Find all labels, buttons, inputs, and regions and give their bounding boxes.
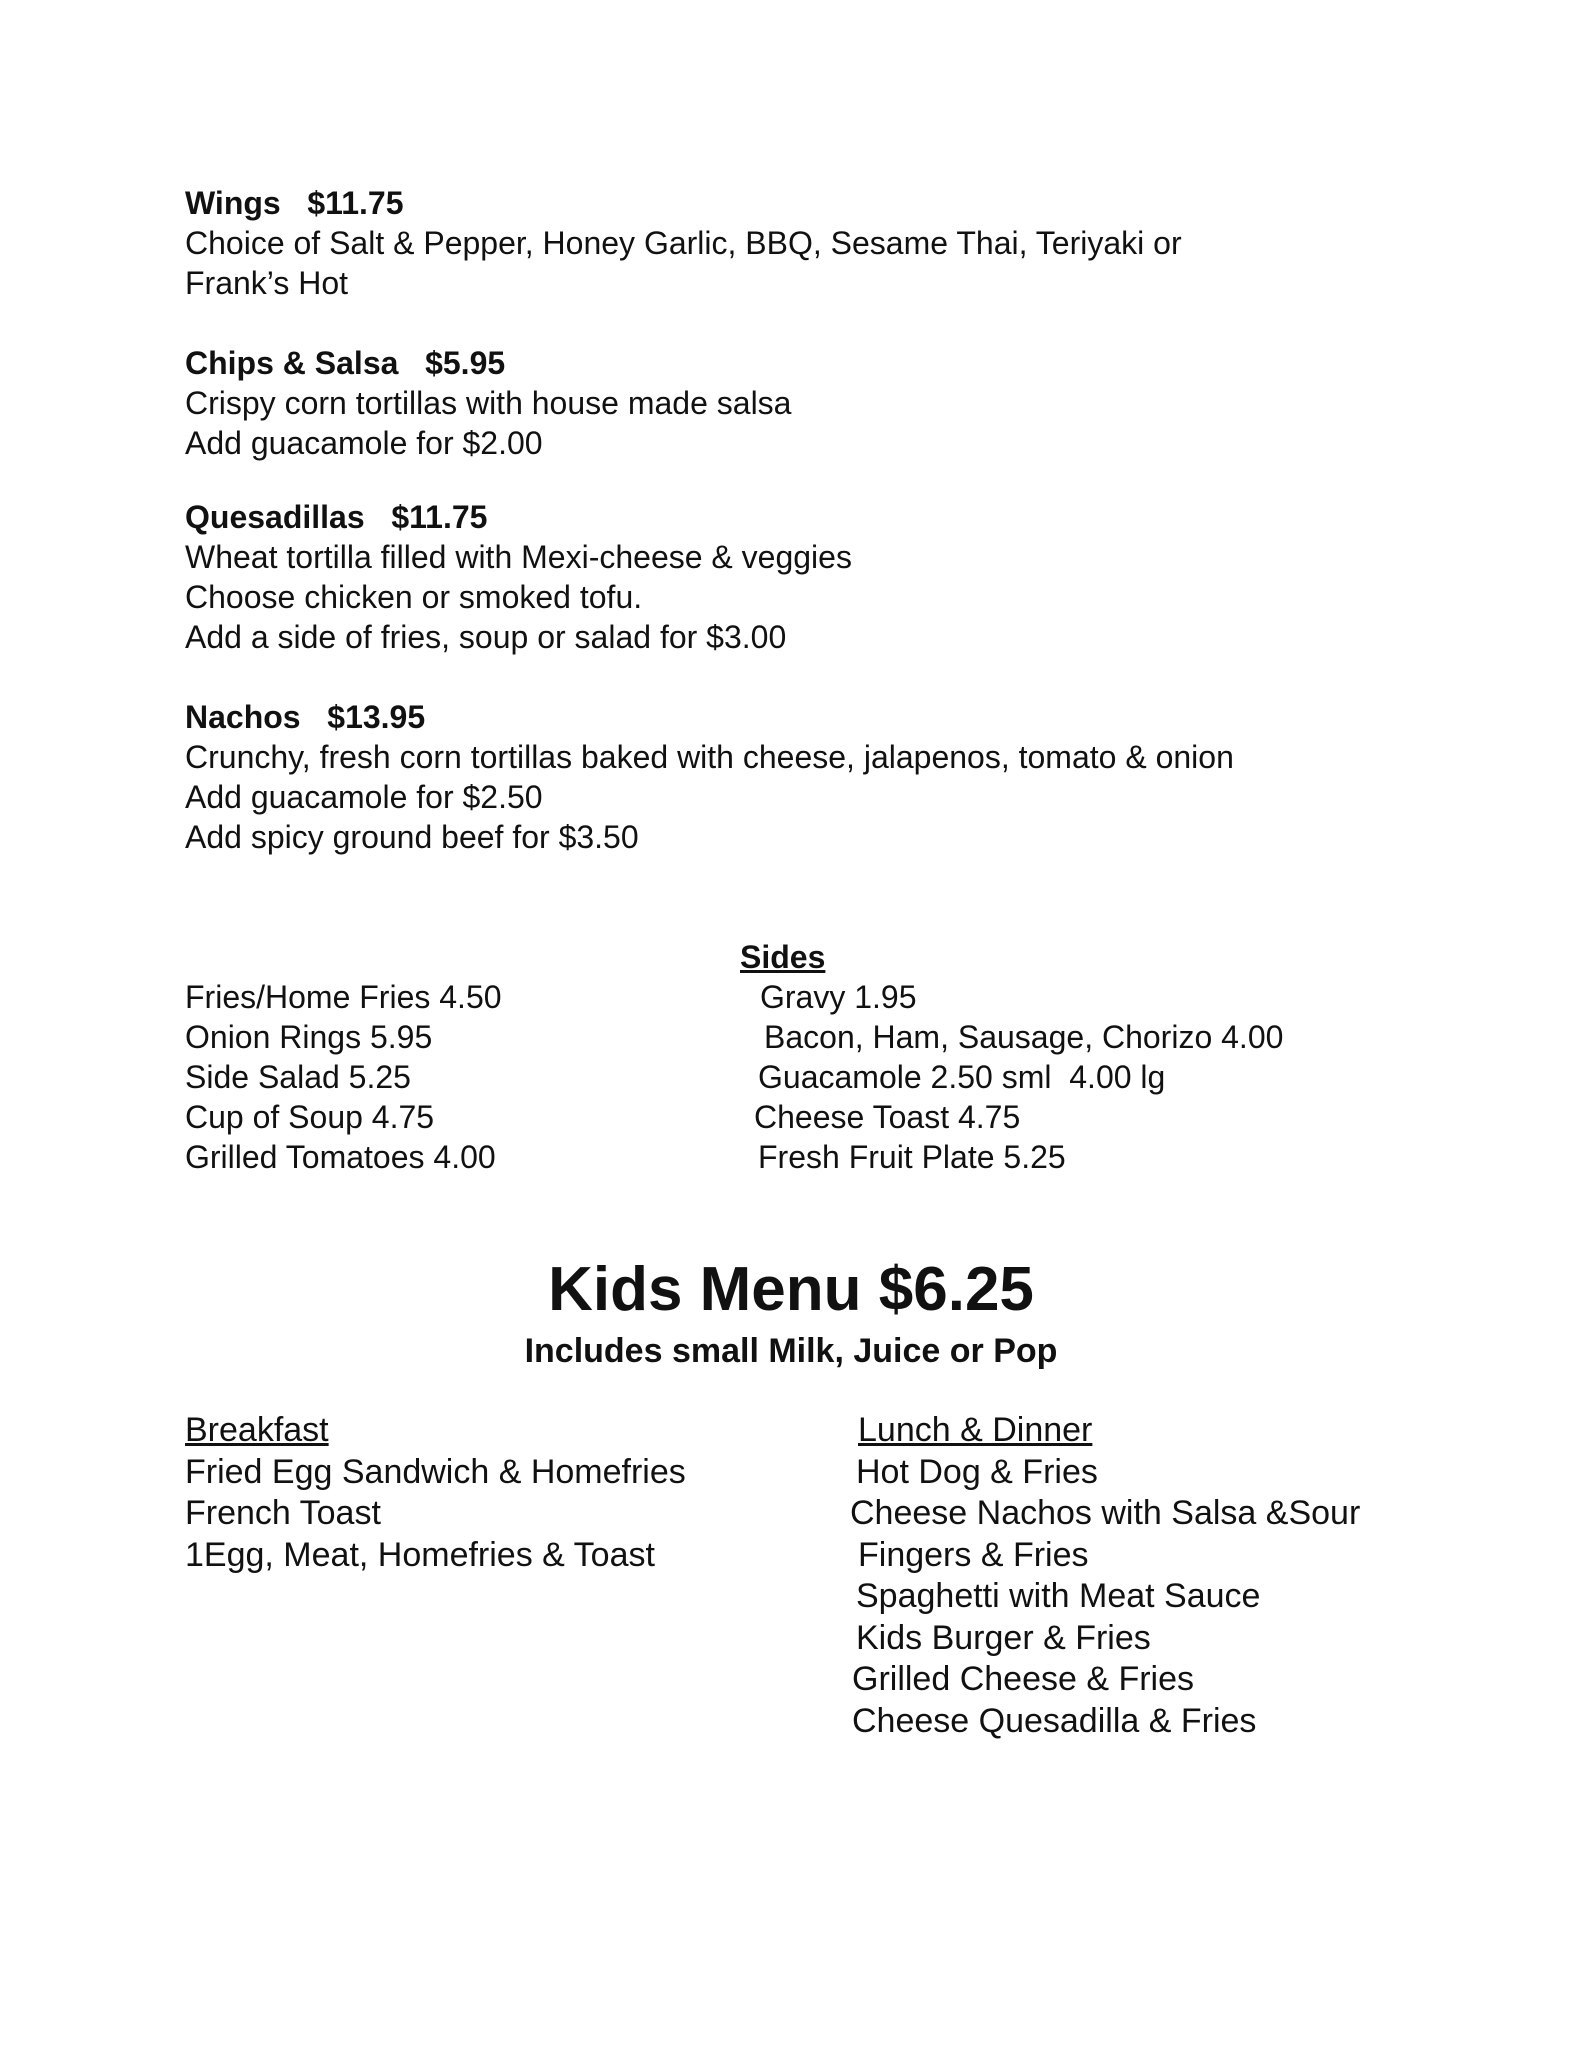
side-item: Fresh Fruit Plate 5.25 [758, 1139, 1066, 1175]
side-item: Bacon, Ham, Sausage, Chorizo 4.00 [764, 1019, 1284, 1055]
kids-breakfast-column [185, 1410, 686, 1576]
kids-item: French Toast [185, 1494, 381, 1532]
menu-item-chips-salsa [185, 343, 1385, 463]
side-item: Side Salad 5.25 [185, 1059, 411, 1095]
item-description: Crunchy, fresh corn tortillas baked with cheese, jalapenos, tomato & onion [185, 739, 1234, 775]
item-title: Wings $11.75 [185, 185, 404, 221]
menu-item-quesadillas [185, 497, 1385, 657]
kids-lunch-dinner-column [850, 1410, 1360, 1742]
kids-item: 1Egg, Meat, Homefries & Toast [185, 1535, 655, 1574]
item-title: Nachos $13.95 [185, 699, 426, 735]
kids-item: Cheese Nachos with Salsa &Sour [850, 1494, 1361, 1532]
kids-breakfast-heading: Breakfast [185, 1411, 329, 1449]
side-item: Fries/Home Fries 4.50 [185, 979, 502, 1015]
menu-item-nachos [185, 697, 1385, 857]
kids-item: Spaghetti with Meat Sauce [856, 1577, 1261, 1615]
kids-menu-title: Kids Menu $6.25 [548, 1255, 1034, 1324]
item-description: Add a side of fries, soup or salad for $3.00 [185, 619, 787, 655]
item-description: Wheat tortilla filled with Mexi-cheese & veggies [185, 539, 852, 575]
kids-item: Kids Burger & Fries [856, 1618, 1151, 1657]
sides-heading: Sides [740, 939, 826, 975]
item-description: Choice of Salt & Pepper, Honey Garlic, BBQ, Sesame Thai, Teriyaki or [185, 225, 1182, 261]
sides-left-column [185, 977, 502, 1177]
kids-item: Fingers & Fries [858, 1535, 1089, 1574]
item-description: Add guacamole for $2.50 [185, 779, 543, 815]
item-description: Choose chicken or smoked tofu. [185, 579, 643, 615]
side-item: Cheese Toast 4.75 [754, 1099, 1021, 1135]
side-item: Gravy 1.95 [760, 979, 917, 1015]
side-item: Onion Rings 5.95 [185, 1019, 433, 1055]
kids-lunch-dinner-heading: Lunch & Dinner [858, 1411, 1093, 1449]
kids-item: Hot Dog & Fries [856, 1452, 1098, 1491]
item-description: Crispy corn tortillas with house made salsa [185, 385, 792, 421]
kids-item: Grilled Cheese & Fries [852, 1660, 1195, 1698]
menu-item-wings [185, 183, 1385, 303]
side-item: Guacamole 2.50 sml 4.00 lg [758, 1059, 1166, 1095]
item-title: Chips & Salsa $5.95 [185, 345, 506, 381]
item-description: Add guacamole for $2.00 [185, 425, 543, 461]
item-description: Add spicy ground beef for $3.50 [185, 819, 639, 855]
kids-item: Cheese Quesadilla & Fries [852, 1701, 1257, 1740]
side-item: Grilled Tomatoes 4.00 [185, 1139, 496, 1175]
item-description: Frank’s Hot [185, 265, 349, 301]
side-item: Cup of Soup 4.75 [185, 1099, 435, 1135]
sides-right-column [752, 977, 1283, 1177]
kids-menu-subtitle: Includes small Milk, Juice or Pop [524, 1332, 1058, 1370]
item-title: Quesadillas $11.75 [185, 499, 488, 535]
kids-item: Fried Egg Sandwich & Homefries [185, 1452, 686, 1491]
